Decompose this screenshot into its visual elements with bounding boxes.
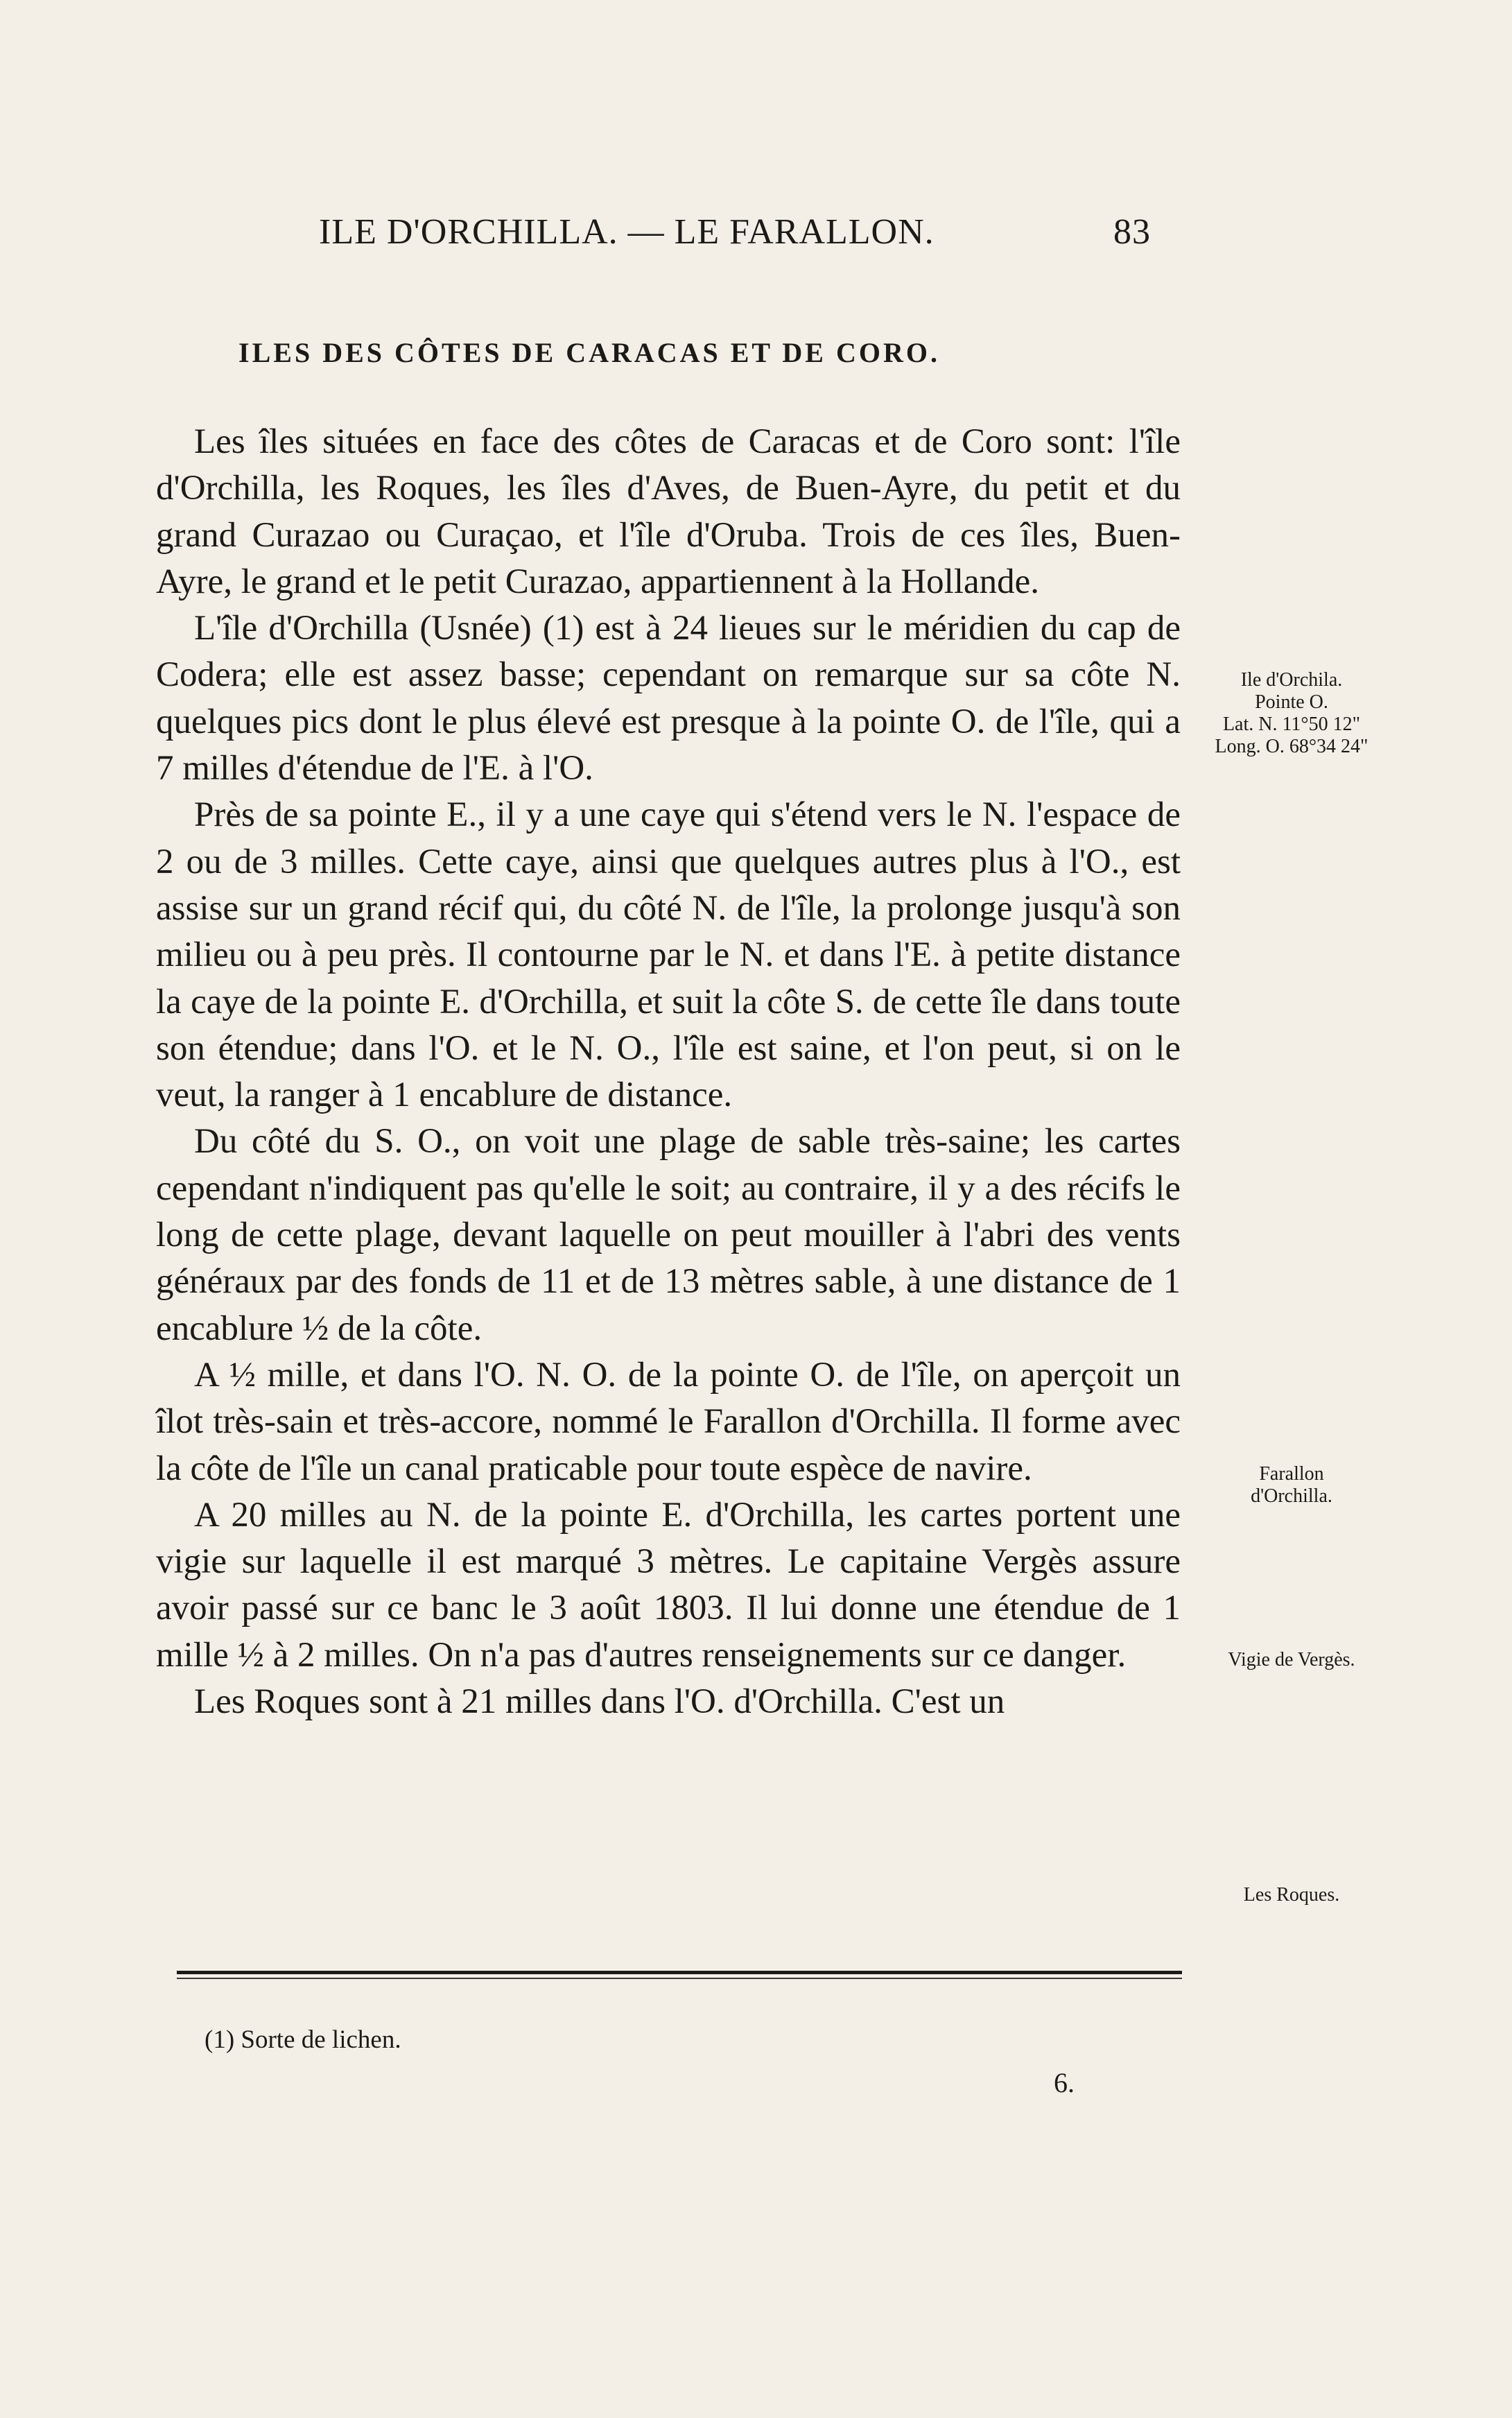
footnote-rule-thin xyxy=(177,1978,1182,1979)
margin-note-line: Pointe O. xyxy=(1255,691,1328,713)
body-text xyxy=(156,419,1181,1725)
margin-note-line: Long. O. 68°34 24" xyxy=(1215,736,1368,757)
footnote-rule xyxy=(177,1971,1182,1974)
margin-note-farallon xyxy=(1191,1463,1392,1508)
footnote: (1) Sorte de lichen. xyxy=(205,2026,401,2054)
margin-note-line: Lat. N. 11°50 12" xyxy=(1222,714,1361,735)
paragraph: Du côté du S. O., on voit une plage de sable très-saine; les cartes cependant n'indiquent pas qu'elle le soit; au contraire, il y a des récifs le long de cette plage, devant laquelle on peut mouiller à l'abri des vents généraux par des fonds de 11 et de 13 mètres sable, à une distance de 1 encablure ½ de la côte. xyxy=(156,1122,1181,1348)
signature-mark: 6. xyxy=(1054,2067,1075,2098)
margin-note-line: Farallon xyxy=(1259,1463,1324,1485)
running-title: ILE D'ORCHILLA. — LE FARALLON. xyxy=(319,212,935,252)
margin-note-roques xyxy=(1191,1884,1392,1906)
margin-note-orchila xyxy=(1191,669,1392,758)
paragraph: A ½ mille, et dans l'O. N. O. de la pointe O. de l'île, on aperçoit un îlot très-sain et très-accore, nommé le Farallon d'Orchilla. Il forme avec la côte de l'île un canal praticable pour toute espèce de navire. xyxy=(156,1355,1181,1488)
paragraph: L'île d'Orchilla (Usnée) (1) est à 24 lieues sur le méridien du cap de Codera; elle est assez basse; cependant on remarque sur sa côte N. quelques pics dont le plus élevé est presque à la pointe O. de l'île, qui a 7 milles d'étendue de l'E. à l'O. xyxy=(156,609,1181,788)
paragraph: Près de sa pointe E., il y a une caye qui s'étend vers le N. l'espace de 2 ou de 3 milles. Cette caye, ainsi que quelques autres plus à l'O., est assise sur un grand récif qui, du côté N. de l'île, la prolonge jusqu'à son milieu ou à peu près. Il contourne par le N. et dans l'E. à petite distance la caye de la pointe E. d'Orchilla, et suit la côte S. de cette île dans toute son étendue; dans l'O. et le N. O., l'île est saine, et l'on peut, si on le veut, la ranger à 1 encablure de distance. xyxy=(156,795,1181,1115)
paragraph: Les îles situées en face des côtes de Caracas et de Coro sont: l'île d'Orchilla, les Roques, les îles d'Aves, de Buen-Ayre, du petit et du grand Curazao ou Curaçao, et l'île d'Oruba. Trois de ces îles, Buen-Ayre, le grand et le petit Curazao, appartiennent à la Hollande. xyxy=(156,422,1181,601)
paragraph: A 20 milles au N. de la pointe E. d'Orchilla, les cartes portent une vigie sur laquelle il est marqué 3 mètres. Le capitaine Vergès assure avoir passé sur ce banc le 3 août 1803. Il lui donne une étendue de 1 mille ½ à 2 milles. On n'a pas d'autres renseignements sur ce danger. xyxy=(156,1495,1181,1675)
section-heading: ILES DES CÔTES DE CARACAS ET DE CORO. xyxy=(238,337,940,368)
margin-note-line: d'Orchilla. xyxy=(1251,1485,1332,1507)
margin-note-vigie xyxy=(1191,1649,1392,1671)
paragraph: Les Roques sont à 21 milles dans l'O. d'Orchilla. C'est un xyxy=(194,1682,1005,1722)
margin-note-line: Ile d'Orchila. xyxy=(1240,669,1343,691)
page-number: 83 xyxy=(1113,212,1151,252)
margin-note-line: Vigie de Vergès. xyxy=(1228,1649,1355,1670)
margin-note-line: Les Roques. xyxy=(1243,1884,1340,1906)
